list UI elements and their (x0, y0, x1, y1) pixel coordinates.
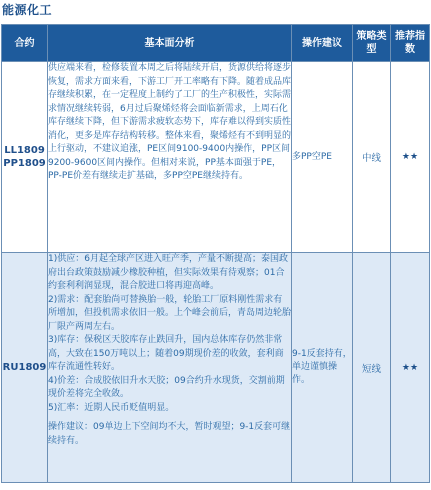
analysis-cell (48, 253, 292, 483)
analysis-paragraph: 4)价差：合成胶依旧升水天胶；09合约升水现货，交割前期现价差将完全收敛。 (48, 375, 285, 399)
section-title: 能源化工 (2, 3, 53, 17)
header-analysis: 基本面分析 (48, 25, 292, 62)
rating-stars: ★★ (391, 62, 430, 253)
header-advice: 操作建议 (292, 25, 353, 62)
header-rating: 推荐指数 (391, 25, 430, 62)
advice-cell: 多PP空PE (292, 62, 353, 253)
rating-stars: ★★ (391, 253, 430, 483)
advice-cell: 9-1反套持有，单边谨慎操作。 (292, 253, 353, 483)
strategy-type-cell: 短线 (353, 253, 391, 483)
analysis-paragraph: 2)需求：配套胎尚可替换胎一般，轮胎工厂原料刚性需求有所增加，但投机需求依旧一般。上个峰会前后，青岛周边轮胎厂限产两周左右。 (48, 294, 292, 332)
header-strategy-type: 策略类型 (353, 25, 391, 62)
table-row (2, 62, 430, 253)
analysis-paragraph: 3)库存：保税区天胶库存止跌回升，国内总体库存仍然非常高，大致在150万吨以上；随着09期现价差的收敛，套利商库存流通性转好。 (48, 335, 284, 372)
contract-code-text: RU1809 (2, 362, 47, 373)
table-row (2, 253, 430, 483)
analysis-paragraph: 5)汇率：近期人民币贬值明显。 (48, 402, 175, 413)
contract-code-text: LL1809 PP1809 (3, 145, 46, 169)
analysis-paragraph: 1)供应：6月起全球产区进入旺产季，产量不断提高；泰国政府出台政策鼓励减少橡胶种植，但实际效果有待观察；01合约套利利润显现，混合胶进口将再迎高峰。 (48, 254, 288, 291)
analysis-paragraph: 操作建议：09单边上下空间均不大，暂时观望；9-1反套可继续持有。 (48, 422, 291, 446)
analysis-paragraph: 供应端来看，检修装置本周之后将陆续开启，货源供给将逐步恢复，需求方面来看，下游工厂开工率略有下降。随着成品库存继续积累，在一定程度上制约了工厂的生产积极性，实际需求情况继续转弱，6月过后聚烯烃将会面临新需求，上周石化库存继续下降，但下游需求疲软态势下，库存难以得到实质性消化，更多是库存结构转移。整体来看，聚烯烃有不到明显的上行驱动，不建议追涨，PE区间9100-9400内操作，PP区间9200-9600区间内操作。但相对来说，PP基本面强于PE，PP-PE价差有继续走扩基础，多PP空PE继续持有。 (48, 63, 292, 181)
analysis-cell (48, 62, 292, 253)
strategy-table (1, 24, 430, 483)
contract-code (2, 253, 48, 483)
table-header-row (2, 25, 430, 62)
contract-code (2, 62, 48, 253)
header-contract: 合约 (2, 25, 48, 62)
strategy-type-cell: 中线 (353, 62, 391, 253)
